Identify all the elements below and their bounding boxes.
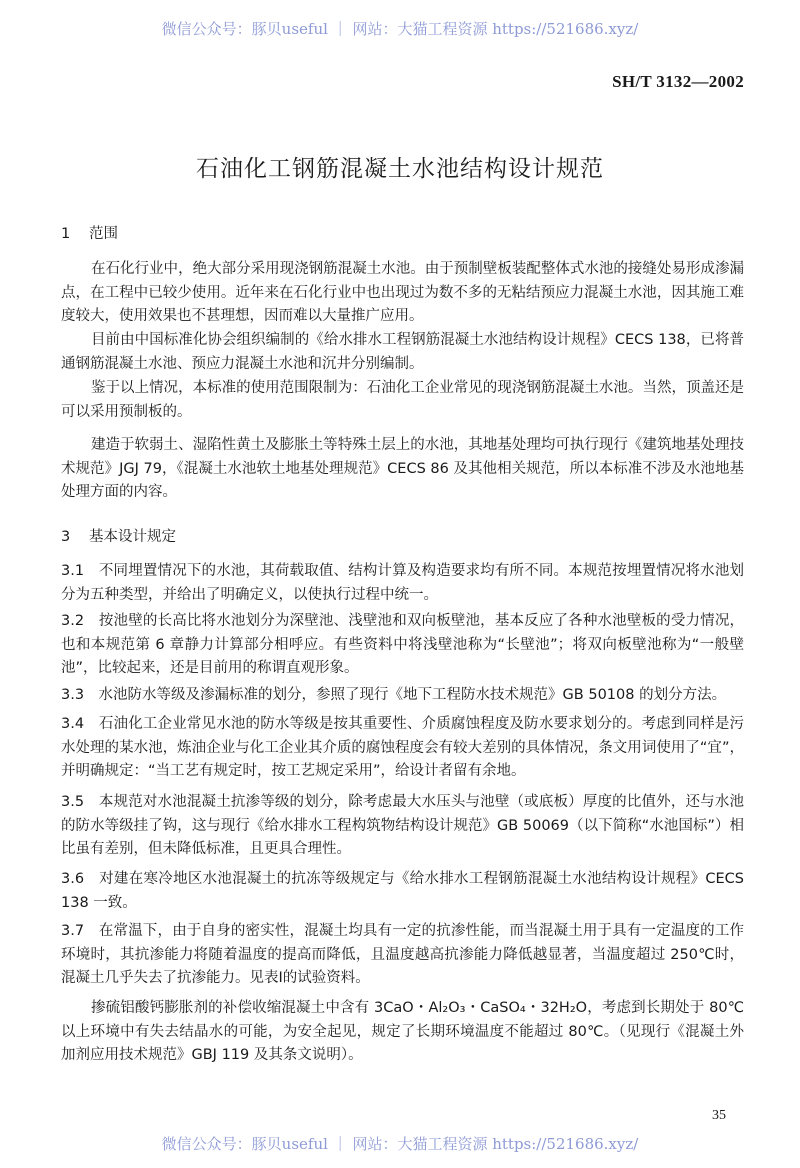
section-1-heading bbox=[61, 222, 118, 243]
section-3-number: 3 bbox=[61, 529, 71, 545]
section-1-paragraph: 建造于软弱土、湿陷性黄土及膨胀土等特殊土层上的水池，其地基处理均可执行现行《建筑地基处理技术规范》JGJ 79，《混凝土水池软土地基处理规范》CECS 86 及其他相关规范，所以本标准不涉及水池地基处理方面的内容。 bbox=[61, 437, 744, 500]
watermark-top: 微信公众号：豚贝useful ｜ 网站：大猫工程资源 https://521686.xyz/ bbox=[161, 20, 639, 38]
section-1-paragraph: 鉴于以上情况，本标准的使用范围限制为：石油化工企业常见的现浇钢筋混凝土水池。当然，顶盖还是可以采用预制板的。 bbox=[61, 380, 744, 420]
section-3-title: 基本设计规定 bbox=[89, 529, 176, 545]
section-3-closing-paragraph: 掺硫铝酸钙膨胀剂的补偿收缩混凝土中含有 3CaO・Al₂O₃・CaSO₄・32H₂O，考虑到长期处于 80℃以上环境中有失去结晶水的可能，为安全起见，规定了长期环境温度不能超过 80℃。（见现行《混凝土外加剂应用技术规范》GBJ 119 及其条文说明）。 bbox=[61, 1000, 744, 1063]
clause-3-2: 3.2 按池壁的长高比将水池划分为深壁池、浅壁池和双向板壁池，基本反应了各种水池壁板的受力情况，也和本规范第 6 章静力计算部分相呼应。有些资料中将浅壁池称为“长壁池”；将双向板壁池称为“一般壁池”，比较起来，还是目前用的称谓直观形象。 bbox=[61, 613, 744, 676]
section-1-paragraph: 在石化行业中，绝大部分采用现浇钢筋混凝土水池。由于预制壁板装配整体式水池的接缝处易形成渗漏点，在工程中已较少使用。近年来在石化行业中也出现过为数不多的无粘结预应力混凝土水池，因其施工难度较大，使用效果也不甚理想，因而难以大量推广应用。 bbox=[61, 261, 744, 324]
clause-3-3: 3.3 水池防水等级及渗漏标准的划分，参照了现行《地下工程防水技术规范》GB 50108 的划分方法。 bbox=[61, 687, 727, 703]
section-1-number: 1 bbox=[61, 226, 71, 242]
watermark-bottom: 微信公众号：豚贝useful ｜ 网站：大猫工程资源 https://521686.xyz/ bbox=[161, 1135, 639, 1153]
section-1-paragraph: 目前由中国标准化协会组织编制的《给水排水工程钢筋混凝土水池结构设计规程》CECS 138，已将普通钢筋混凝土水池、预应力混凝土水池和沉井分别编制。 bbox=[61, 332, 744, 372]
clause-3-4: 3.4 石油化工企业常见水池的防水等级是按其重要性、介质腐蚀程度及防水要求划分的。考虑到同样是污水处理的某水池，炼油企业与化工企业其介质的腐蚀程度会有较大差别的具体情况，条文用词使用了“宜”，并明确规定：“当工艺有规定时，按工艺规定采用”，给设计者留有余地。 bbox=[61, 716, 744, 779]
clause-3-5: 3.5 本规范对水池混凝土抗渗等级的划分，除考虑最大水压头与池壁（或底板）厚度的比值外，还与水池的防水等级挂了钩，这与现行《给水排水工程构筑物结构设计规范》GB 50069（以下简称“水池国标”）相比虽有差别，但未降低标准，且更具合理性。 bbox=[61, 794, 744, 857]
document-number: SH/T 3132—2002 bbox=[612, 72, 744, 91]
clause-3-1: 3.1 不同埋置情况下的水池，其荷载取值、结构计算及构造要求均有所不同。本规范按埋置情况将水池划分为五种类型，并给出了明确定义，以使执行过程中统一。 bbox=[61, 563, 744, 603]
section-1-title: 范围 bbox=[89, 226, 118, 242]
page-number: 35 bbox=[712, 1108, 726, 1123]
clause-3-7: 3.7 在常温下，由于自身的密实性，混凝土均具有一定的抗渗性能，而当混凝土用于具有一定温度的工作环境时，其抗渗能力将随着温度的提高而降低，且温度越高抗渗能力降低越显著，当温度超过 250℃时，混凝土几乎失去了抗渗能力。见表Ⅰ的试验资料。 bbox=[61, 923, 744, 986]
page-title: 石油化工钢筋混凝土水池结构设计规范 bbox=[196, 156, 604, 182]
clause-3-6: 3.6 对建在寒冷地区水池混凝土的抗冻等级规定与《给水排水工程钢筋混凝土水池结构设计规程》CECS 138 一致。 bbox=[61, 871, 744, 911]
section-3-heading bbox=[61, 525, 176, 546]
